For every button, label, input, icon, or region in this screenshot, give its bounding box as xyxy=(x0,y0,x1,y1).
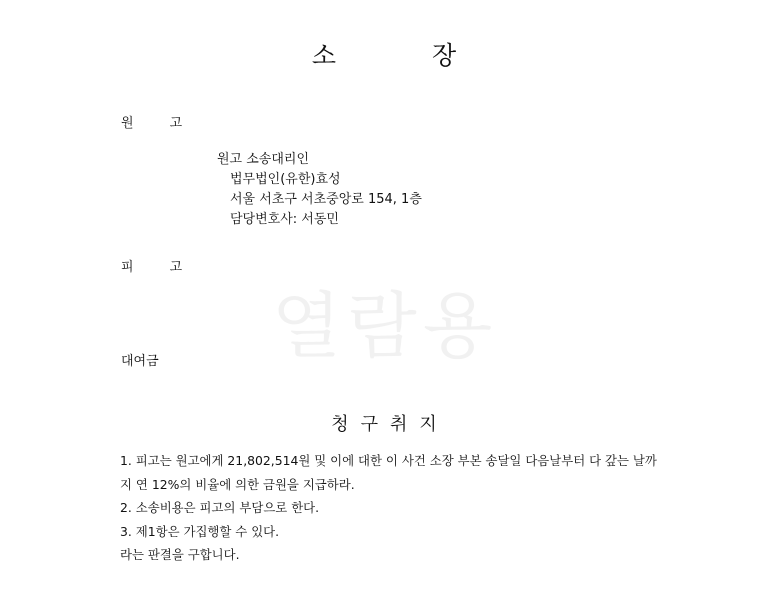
defendant-label-char-1: 피 xyxy=(121,260,134,275)
attorney-in-charge: 담당변호사: 서동민 xyxy=(230,212,339,227)
document-title: 소 장 xyxy=(311,41,501,70)
claims-body xyxy=(120,449,657,567)
section-title: 청구취지 xyxy=(331,414,449,435)
plaintiff-label xyxy=(121,112,182,131)
claim-line: 지 연 12%의 비율에 의한 금원을 지급하라. xyxy=(120,476,355,492)
representative-heading: 원고 소송대리인 xyxy=(217,152,310,167)
plaintiff-label-char-2: 고 xyxy=(169,116,183,131)
plaintiff-label-char-1: 원 xyxy=(121,116,134,131)
law-firm-name: 법무법인(유한)효성 xyxy=(230,172,341,187)
claim-line: 라는 판결을 구합니다. xyxy=(120,547,240,563)
defendant-label xyxy=(121,256,182,275)
law-firm-address: 서울 서초구 서초중앙로 154, 1층 xyxy=(230,192,422,207)
case-name: 대여금 xyxy=(121,354,159,369)
defendant-label-char-2: 고 xyxy=(169,260,183,275)
watermark: 열람용 xyxy=(271,284,499,368)
claim-line: 2. 소송비용은 피고의 부담으로 한다. xyxy=(120,500,320,516)
plaintiff-representative-block xyxy=(217,150,422,230)
claim-line: 3. 제1항은 가집행할 수 있다. xyxy=(120,523,280,539)
claim-line: 1. 피고는 원고에게 21,802,514원 및 이에 대한 이 사건 소장 부본 송달일 다음날부터 다 갚는 날까 xyxy=(120,453,657,468)
